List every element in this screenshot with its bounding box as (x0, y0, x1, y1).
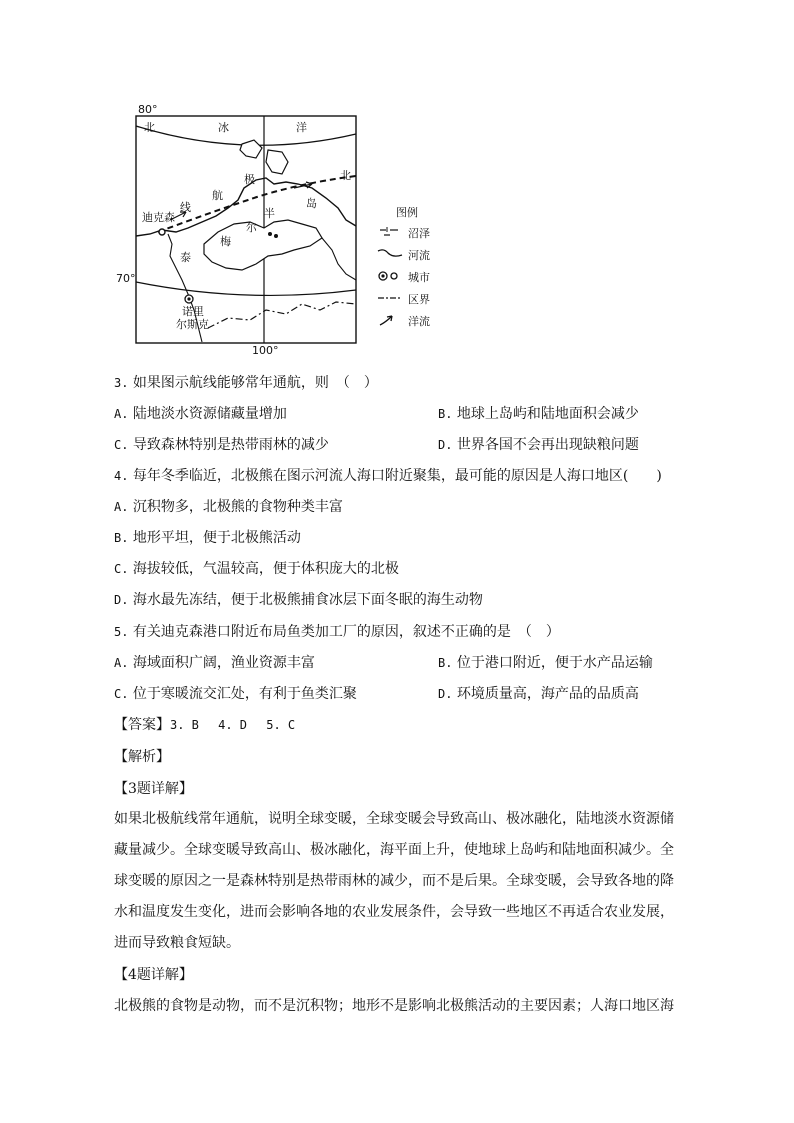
q4-option-d-text: 海水最先冻结，便于北极熊捕食冰层下面冬眠的海生动物 (132, 592, 483, 608)
q5-option-d (438, 685, 639, 703)
legend-item-river (376, 246, 456, 262)
map-label-half: 半 (264, 207, 275, 220)
legend-label-city: 城市 (408, 271, 430, 284)
q3-option-a (114, 405, 287, 423)
q3-option-c (114, 436, 329, 454)
q3-number: 3. (114, 376, 129, 390)
legend-label-current: 洋流 (408, 315, 430, 328)
q5-option-d-letter: D. (438, 687, 453, 701)
q4-option-a (114, 498, 343, 516)
q4-option-d-letter: D. (114, 593, 129, 607)
legend-label-boundary: 区界 (408, 293, 430, 306)
q5-stem-text: 有关迪克森港口附近布局鱼类加工厂的原因，叙述不正确的是 （ ） (132, 624, 560, 640)
city-symbol-icon (376, 268, 404, 284)
q5-stem (114, 623, 560, 641)
q5-option-a-letter: A. (114, 656, 129, 670)
longitude-100-label: 100° (252, 344, 279, 357)
q5-number: 5. (114, 625, 129, 639)
q3-stem-text: 如果图示航线能够常年通航，则 （ ） (132, 375, 378, 391)
answer-line (114, 716, 295, 734)
map-label-line: 线 (180, 201, 191, 214)
q3-detail-line-5: 进而导致粮食短缺。 (114, 935, 240, 951)
q5-option-b-text: 位于港口附近，便于水产品运输 (456, 655, 653, 671)
latitude-70-label: 70° (116, 272, 136, 285)
q4-detail-line-1: 北极熊的食物是动物，而不是沉积物；地形不是影响北极熊活动的主要因素；人海口地区海 (114, 998, 674, 1014)
map-label-norilsk-1: 诺里 (182, 305, 204, 318)
q5-option-c-text: 位于寒暖流交汇处，有利于鱼类汇聚 (132, 686, 357, 702)
q3-option-a-text: 陆地淡水资源储藏量增加 (132, 406, 287, 422)
map-label-north: 北 (144, 121, 155, 134)
map-label-ice: 冰 (218, 121, 229, 134)
river-symbol-icon (376, 246, 404, 262)
legend-title: 图例 (396, 206, 418, 219)
map-label-tai: 泰 (180, 251, 191, 264)
map-label-er: 尔 (246, 221, 257, 234)
q5-option-b (438, 654, 653, 672)
q4-option-c (114, 560, 399, 578)
q3-option-c-text: 导致森林特别是热带雨林的减少 (132, 437, 329, 453)
legend-item-swamp (376, 224, 456, 240)
legend-label-river: 河流 (408, 249, 430, 262)
q4-stem (114, 467, 662, 485)
q5-option-a-text: 海域面积广阔，渔业资源丰富 (132, 655, 315, 671)
map-label-pole: 极 (244, 173, 255, 186)
q4-stem-text: 每年冬季临近，北极熊在图示河流人海口附近聚集，最可能的原因是人海口地区( ) (132, 468, 662, 484)
analysis-label: 【解析】 (114, 749, 170, 765)
answer-label: 【答案】 (114, 717, 170, 733)
q3-detail-line-1: 如果北极航线常年通航，说明全球变暖，全球变暖会导致高山、极冰融化，陆地淡水资源储 (114, 811, 674, 827)
q5-option-c (114, 685, 357, 703)
q4-option-a-text: 沉积物多，北极熊的食物种类丰富 (132, 499, 343, 515)
legend-label-swamp: 沼泽 (408, 227, 430, 240)
map-label-island: 岛 (306, 197, 317, 210)
map-label-mei: 梅 (220, 235, 231, 248)
q3-detail-line-3: 球变暖的原因之一是森林特别是热带雨林的减少，而不是后果。全球变暖，会导致各地的降 (114, 873, 674, 889)
q3-option-b-letter: B. (438, 407, 453, 421)
q4-option-b (114, 529, 301, 547)
q3-detail-label: 【3题详解】 (114, 781, 193, 797)
q3-detail-line-4: 水和温度发生变化，进而会影响各地的农业发展条件，会导致一些地区不再适合农业发展， (114, 904, 674, 920)
q3-option-d (438, 436, 639, 454)
q5-option-a (114, 654, 315, 672)
q5-option-c-letter: C. (114, 687, 129, 701)
q4-number: 4. (114, 469, 129, 483)
q4-option-b-text: 地形平坦，便于北极熊活动 (132, 530, 301, 546)
q3-option-d-letter: D. (438, 438, 453, 452)
map-label-dickson: 迪克森 (142, 211, 175, 224)
map-label-norilsk-2: 尔斯克 (176, 318, 209, 331)
q5-option-b-letter: B. (438, 656, 453, 670)
q3-option-d-text: 世界各国不会再出现缺粮问题 (456, 437, 639, 453)
answer-values: 3. B 4. D 5. C (170, 718, 296, 732)
ocean-current-symbol-icon (376, 312, 404, 328)
q4-option-b-letter: B. (114, 531, 129, 545)
map-legend (376, 204, 456, 334)
map-label-north-right: 北 (340, 169, 351, 182)
q3-option-c-letter: C. (114, 438, 129, 452)
q5-option-d-text: 环境质量高，海产品的品质高 (456, 686, 639, 702)
q4-option-c-letter: C. (114, 562, 129, 576)
q3-option-b-text: 地球上岛屿和陆地面积会减少 (456, 406, 639, 422)
q4-option-d (114, 591, 483, 609)
q3-stem (114, 374, 378, 392)
boundary-symbol-icon (376, 290, 404, 306)
q3-option-a-letter: A. (114, 407, 129, 421)
q3-option-b (438, 405, 639, 423)
q4-detail-label: 【4题详解】 (114, 967, 193, 983)
q3-detail-line-2: 藏量减少。全球变暖导致高山、极冰融化，海平面上升，使地球上岛屿和陆地面积减少。全 (114, 842, 674, 858)
q4-option-c-text: 海拔较低，气温较高，便于体积庞大的北极 (132, 561, 399, 577)
legend-item-current (376, 312, 456, 328)
map-label-nav: 航 (212, 189, 223, 202)
swamp-symbol-icon (376, 224, 404, 240)
map-label-ocean: 洋 (296, 121, 307, 134)
legend-item-city (376, 268, 456, 284)
q4-option-a-letter: A. (114, 500, 129, 514)
latitude-80-label: 80° (138, 103, 158, 116)
siberia-map-figure (116, 104, 456, 356)
legend-item-boundary (376, 290, 456, 306)
